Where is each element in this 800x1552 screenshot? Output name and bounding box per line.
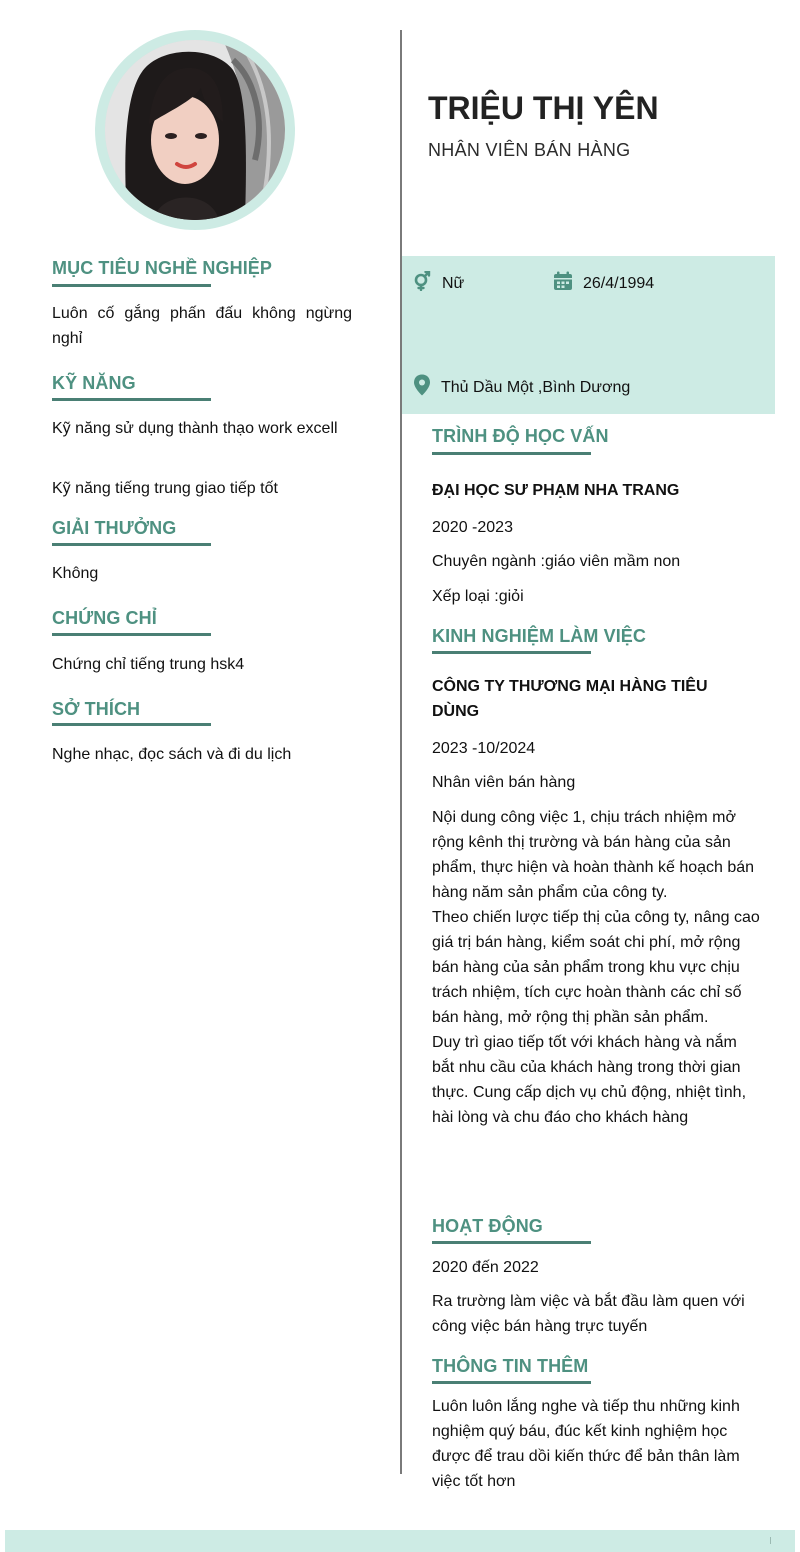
education-school: ĐẠI HỌC SƯ PHẠM NHA TRANG	[432, 482, 680, 499]
objective-underline	[52, 284, 211, 287]
activities-period: 2020 đến 2022	[432, 1259, 539, 1276]
objective-title: MỤC TIÊU NGHỀ NGHIỆP	[52, 258, 273, 278]
education-underline	[432, 452, 591, 455]
certificates-text: Chứng chỉ tiếng trung hsk4	[52, 656, 245, 673]
gender-icon	[412, 271, 432, 296]
certificates-underline	[52, 633, 211, 636]
additional-title: THÔNG TIN THÊM	[432, 1356, 589, 1376]
hobbies-text: Nghe nhạc, đọc sách và đi du lịch	[52, 746, 292, 763]
skill-item: Kỹ năng sử dụng thành thạo work excell	[52, 420, 338, 437]
experience-company: CÔNG TY THƯƠNG MẠI HÀNG TIÊU DÙNG	[432, 678, 708, 720]
hobbies-underline	[52, 723, 211, 726]
footer-bar	[5, 1530, 795, 1552]
skills-underline	[52, 398, 211, 401]
skills-title: KỸ NĂNG	[52, 373, 136, 393]
experience-position: Nhân viên bán hàng	[432, 774, 576, 791]
column-divider	[400, 30, 402, 1474]
objective-text: Luôn cố gắng phấn đấu không ngừng nghỉ	[52, 305, 352, 347]
experience-description	[432, 805, 760, 1130]
activities-text: Ra trường làm việc và bắt đầu làm quen với công việc bán hàng trực tuyến	[432, 1293, 745, 1335]
experience-title: KINH NGHIỆM LÀM VIỆC	[432, 626, 647, 646]
birthdate-item	[553, 271, 654, 296]
awards-title: GIẢI THƯỞNG	[52, 518, 177, 538]
candidate-role: NHÂN VIÊN BÁN HÀNG	[428, 140, 631, 160]
certificates-title: CHỨNG CHỈ	[52, 608, 157, 628]
candidate-name: TRIỆU THỊ YÊN	[428, 90, 659, 126]
footer-marker	[770, 1537, 771, 1544]
gender-value: Nữ	[442, 274, 465, 292]
experience-description-paragraph: Theo chiến lược tiếp thị của công ty, nâng cao giá trị bán hàng, kiểm soát chi phí, mở rộng bán hàng của sản phẩm trong khu vực chịu trách nhiệm, tích cực hoàn thành các chỉ số bán hàng, mở rộng thị phần sản phẩm.	[432, 909, 760, 1026]
education-major: Chuyên ngành :giáo viên mầm non	[432, 553, 681, 570]
education-title: TRÌNH ĐỘ HỌC VẤN	[432, 426, 609, 446]
hobbies-title: SỞ THÍCH	[52, 699, 141, 719]
calendar-icon	[553, 271, 573, 296]
experience-underline	[432, 651, 591, 654]
avatar	[105, 40, 285, 220]
avatar-ring	[95, 30, 295, 230]
address-item	[413, 374, 630, 401]
gender-item	[412, 271, 464, 296]
additional-text: Luôn luôn lắng nghe và tiếp thu những kinh nghiệm quý báu, đúc kết kinh nghiệm học được để trau dồi kiến thức để bản thân làm việc tốt hơn	[432, 1398, 740, 1490]
experience-description-paragraph: Nội dung công việc 1, chịu trách nhiệm mở rộng kênh thị trường và bán hàng của sản phẩm, thực hiện và hoàn thành kế hoạch bán hàng năm sản phẩm của công ty.	[432, 809, 755, 901]
avatar-photo	[105, 40, 285, 220]
awards-text: Không	[52, 565, 99, 582]
education-grade: Xếp loại :giỏi	[432, 588, 524, 605]
education-period: 2020 -2023	[432, 519, 513, 536]
birthdate-value: 26/4/1994	[583, 274, 655, 292]
activities-underline	[432, 1241, 591, 1244]
experience-description-paragraph: Duy trì giao tiếp tốt với khách hàng và nắm bắt nhu cầu của khách hàng trong thời gian thực. Cung cấp dịch vụ chủ động, nhiệt tình, hài lòng và chu đáo cho khách hàng	[432, 1034, 747, 1126]
awards-underline	[52, 543, 211, 546]
activities-title: HOẠT ĐỘNG	[432, 1216, 543, 1236]
address-value: Thủ Dầu Một ,Bình Dương	[441, 378, 631, 396]
skill-item: Kỹ năng tiếng trung giao tiếp tốt	[52, 480, 278, 497]
additional-underline	[432, 1381, 591, 1384]
location-pin-icon	[413, 374, 431, 401]
experience-period: 2023 -10/2024	[432, 740, 536, 757]
